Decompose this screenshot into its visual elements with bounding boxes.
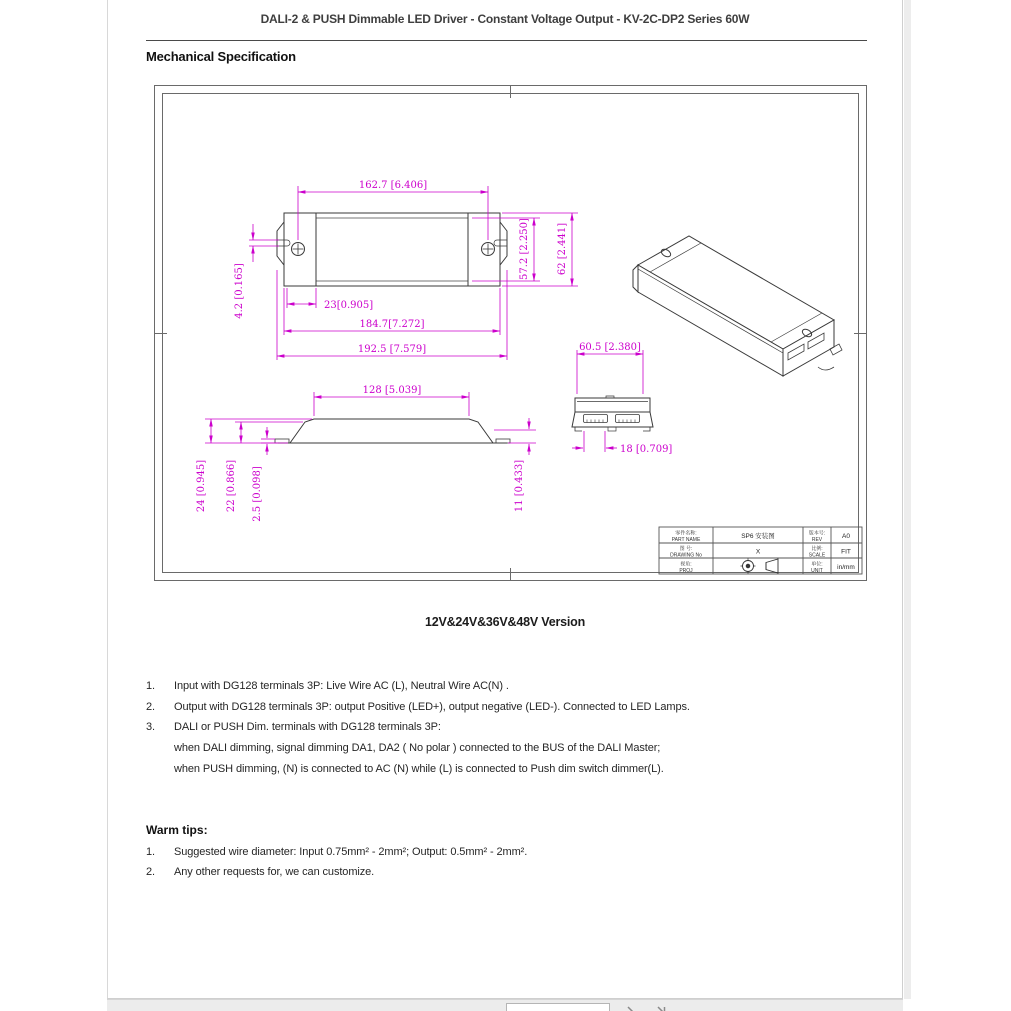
dim-label: 11 [0.433]: [514, 459, 525, 513]
note-number: 3.: [146, 721, 155, 733]
doc-header-title: DALI-2 & PUSH Dimmable LED Driver - Constant Voltage Output - KV-2C-DP2 Series 60W: [260, 12, 750, 26]
pager-toolbar: [107, 999, 903, 1011]
mounting-ear-right: [500, 222, 507, 265]
dim-label: 23[0.905]: [324, 300, 374, 311]
unit-label-cn: 单位:: [811, 561, 823, 568]
page-number-input[interactable]: [506, 1003, 610, 1011]
section-title: Mechanical Specification: [146, 49, 296, 64]
scale-label-cn: 比例:: [811, 546, 823, 552]
dim-label: 24 [0.945]: [196, 459, 207, 513]
note-text: Input with DG128 terminals 3P: Live Wire AC (L), Neutral Wire AC(N) .: [174, 680, 509, 692]
rev-value: A0: [842, 533, 850, 540]
dim-label: 162.7 [6.406]: [358, 180, 428, 191]
tip-number: 1.: [146, 846, 155, 858]
end-view: [572, 342, 672, 455]
dim-label: 60.5 [2.380]: [579, 342, 641, 353]
dim-label: 62 [2.441]: [557, 222, 568, 276]
part-name-value: SP6 安装图: [741, 533, 775, 540]
title-block: [659, 527, 862, 574]
dim-label: 18 [0.709]: [620, 444, 673, 455]
unit-label-en: UNIT: [811, 568, 823, 574]
end-cap: [575, 398, 650, 412]
note-text: when DALI dimming, signal dimming DA1, DA2 ( No polar ) connected to the BUS of the DALI Master;: [174, 742, 661, 754]
note-text: Output with DG128 terminals 3P: output Positive (LED+), output negative (LED-). Connected to LED Lamps.: [174, 701, 690, 713]
dim-label: 4.2 [0.165]: [234, 263, 245, 319]
tip-text: Any other requests for, we can customize.: [174, 866, 375, 878]
mechanical-drawing: [154, 85, 867, 581]
side-foot-left: [275, 439, 289, 443]
note-text: DALI or PUSH Dim. terminals with DG128 terminals 3P:: [174, 721, 441, 733]
isometric-view: [633, 236, 842, 376]
dim-label: 128 [5.039]: [362, 385, 422, 396]
dim-label: 22 [0.866]: [226, 459, 237, 513]
drawing-no-value: X: [755, 548, 761, 556]
warm-tips-heading: Warm tips:: [146, 823, 208, 837]
page-edge-shadow: [904, 0, 911, 999]
dim-label: 57.2 [2.250]: [519, 218, 530, 280]
dim-label: 184.7[7.272]: [359, 319, 425, 330]
projection-symbol-icon: [741, 559, 779, 574]
document-page: [107, 0, 903, 999]
rev-label-en: REV: [811, 537, 823, 543]
dim-label: 2.5 [0.098]: [252, 466, 263, 522]
rev-label-cn: 版本号:: [808, 530, 826, 537]
side-profile: [290, 419, 493, 443]
note-text: when PUSH dimming, (N) is connected to AC (N) while (L) is connected to Push dim switch dimmer(L).: [174, 763, 664, 775]
unit-value: in/mm: [837, 564, 855, 571]
part-name-label-cn: 零件名称:: [675, 530, 697, 537]
drawing-no-label-en: DRAWING No: [670, 552, 702, 559]
proj-label-en: PROJ: [679, 568, 693, 574]
part-name-label-en: PART NAME: [671, 537, 701, 543]
mounting-ear-left: [277, 222, 284, 265]
note-number: 1.: [146, 680, 155, 692]
top-view: [234, 180, 578, 360]
tip-number: 2.: [146, 866, 155, 878]
version-caption: 12V&24V&36V&48V Version: [424, 615, 586, 629]
scale-value: FIT: [841, 548, 851, 556]
scale-label-en: SCALE: [808, 552, 826, 559]
header-rule: [146, 40, 867, 41]
side-view: [196, 385, 536, 522]
dim-label: 192.5 [7.579]: [357, 344, 427, 355]
next-page-icon[interactable]: [626, 1005, 638, 1011]
note-number: 2.: [146, 701, 155, 713]
tip-text: Suggested wire diameter: Input 0.75mm² - 2mm²; Output: 0.5mm² - 2mm².: [174, 846, 528, 858]
proj-label-cn: 视角:: [680, 561, 692, 568]
side-foot-right: [496, 439, 510, 443]
last-page-icon[interactable]: [656, 1005, 668, 1011]
drawing-no-label-cn: 图 号:: [679, 546, 693, 552]
